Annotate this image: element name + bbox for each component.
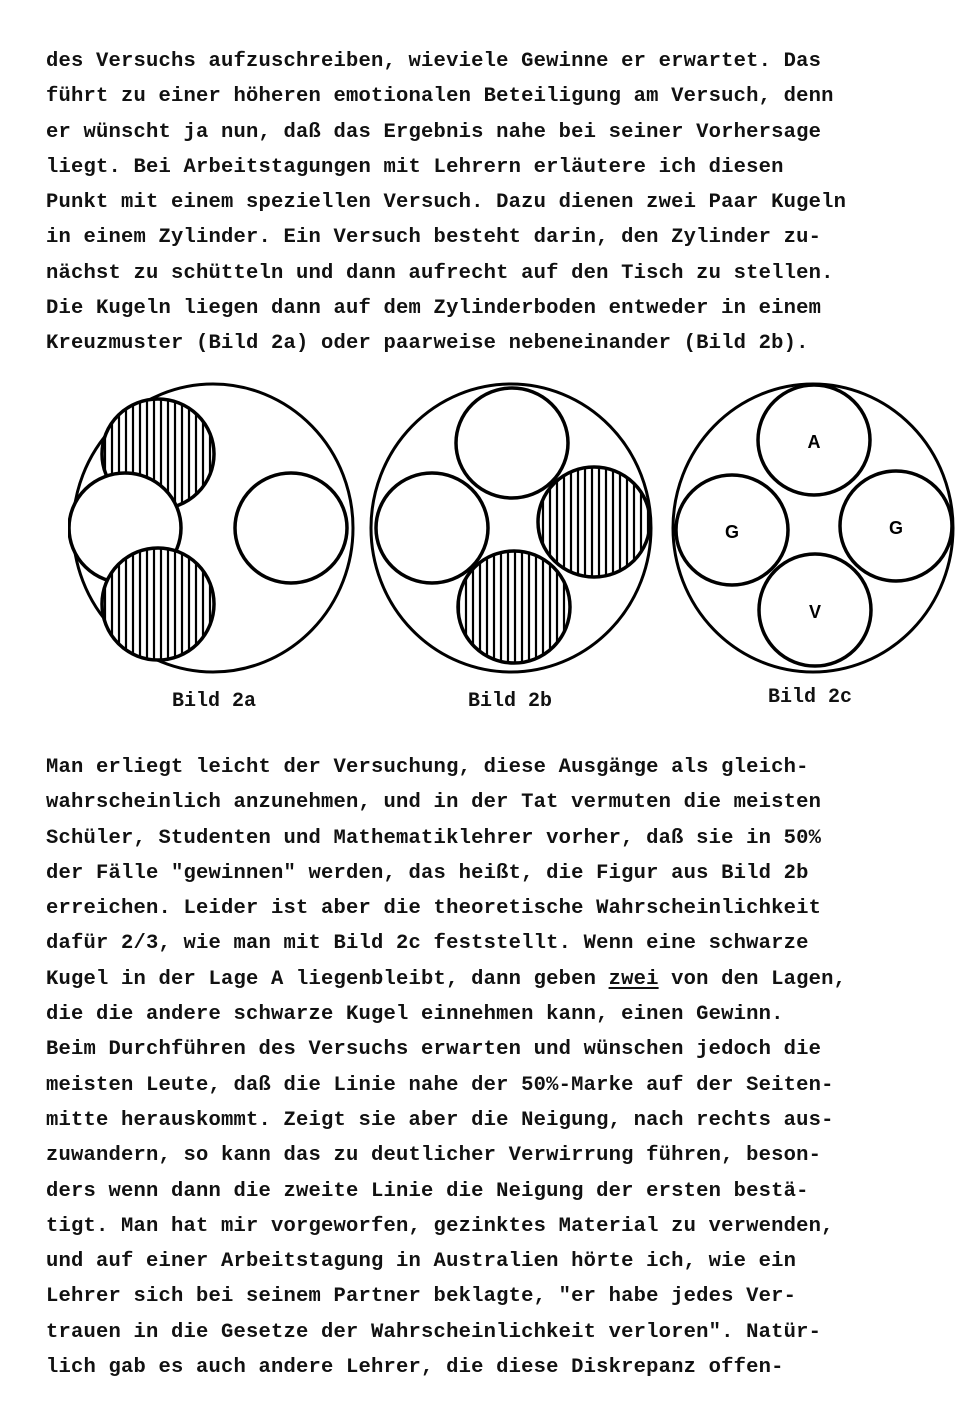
text-line: tigt. Man hat mir vorgeworfen, gezinktes Material zu verwenden, <box>46 1214 834 1238</box>
ball-empty-top <box>456 388 568 498</box>
text-line: trauen in die Gesetze der Wahrscheinlichkeit verloren". Natür- <box>46 1320 822 1344</box>
label-g-left: G <box>724 522 740 542</box>
text-line: wahrscheinlich anzunehmen, und in der Tat vermuten die meisten <box>46 791 822 815</box>
text-line: Schüler, Studenten und Mathematiklehrer vorher, daß sie in 50% <box>46 826 822 850</box>
figures-row <box>60 378 960 718</box>
figure-2c <box>668 378 958 678</box>
text-line: der Fälle "gewinnen" werden, das heißt, die Figur aus Bild 2b <box>46 861 809 885</box>
text-line: Lehrer sich bei seinem Partner beklagte, "er habe jedes Ver- <box>46 1285 797 1309</box>
label-v: V <box>808 602 822 622</box>
text-line: Kreuzmuster (Bild 2a) oder paarweise nebeneinander (Bild 2b). <box>46 332 809 356</box>
ball-hatched-bottom <box>458 551 570 663</box>
text-line: ders wenn dann die zweite Linie die Neigung der ersten bestä- <box>46 1179 809 1203</box>
text-line: die die andere schwarze Kugel einnehmen kann, einen Gewinn. <box>46 1003 784 1027</box>
text-segment: Kugel in der Lage A liegenbleibt, dann geben <box>46 967 609 991</box>
paragraph-2 <box>46 750 956 1385</box>
text-line: lich gab es auch andere Lehrer, die diese Diskrepanz offen- <box>46 1356 784 1380</box>
text-segment: von den Lagen, <box>658 967 847 991</box>
figure-2a <box>68 378 358 678</box>
label-a: A <box>807 432 821 452</box>
text-line: meisten Leute, daß die Linie nahe der 50%-Marke auf der Seiten- <box>46 1073 834 1097</box>
text-line: des Versuchs aufzuschreiben, wieviele Gewinne er erwartet. Das <box>46 50 822 73</box>
paragraph-1 <box>46 44 956 362</box>
text-line: erreichen. Leider ist aber die theoretische Wahrscheinlichkeit <box>46 897 822 921</box>
text-line: und auf einer Arbeitstagung in Australien hörte ich, wie ein <box>46 1250 797 1274</box>
caption-bild-2c: Bild 2c <box>767 686 852 709</box>
figure-2b <box>366 378 656 678</box>
text-line: nächst zu schütteln und dann aufrecht auf den Tisch zu stellen. <box>46 261 834 285</box>
text-line: führt zu einer höheren emotionalen Beteiligung am Versuch, denn <box>46 85 834 109</box>
caption-bild-2b: Bild 2b <box>467 690 552 713</box>
ball-empty-right <box>235 473 347 583</box>
text-line: Beim Durchführen des Versuchs erwarten und wünschen jedoch die <box>46 1038 822 1062</box>
label-g-right: G <box>888 518 904 538</box>
text-line: Man erliegt leicht der Versuchung, diese Ausgänge als gleich- <box>46 756 809 779</box>
text-line: liegt. Bei Arbeitstagungen mit Lehrern erläutere ich diesen <box>46 155 784 179</box>
ball-hatched-bottom <box>102 548 214 660</box>
underlined-word: zwei <box>608 967 659 991</box>
text-line: mitte herauskommt. Zeigt sie aber die Neigung, nach rechts aus- <box>46 1108 834 1132</box>
text-line-with-emphasis <box>46 962 956 997</box>
caption-bild-2a: Bild 2a <box>171 690 256 713</box>
text-line: er wünscht ja nun, daß das Ergebnis nahe bei seiner Vorhersage <box>46 120 822 144</box>
text-line: Punkt mit einem speziellen Versuch. Dazu dienen zwei Paar Kugeln <box>46 191 847 215</box>
ball-hatched-right <box>538 467 650 577</box>
text-line: zuwandern, so kann das zu deutlicher Verwirrung führen, beson- <box>46 1144 822 1168</box>
text-line: Die Kugeln liegen dann auf dem Zylinderboden entweder in einem <box>46 297 822 321</box>
ball-empty-left <box>376 473 488 583</box>
text-line: in einem Zylinder. Ein Versuch besteht darin, den Zylinder zu- <box>46 226 822 250</box>
text-line: dafür 2/3, wie man mit Bild 2c feststellt. Wenn eine schwarze <box>46 932 809 956</box>
